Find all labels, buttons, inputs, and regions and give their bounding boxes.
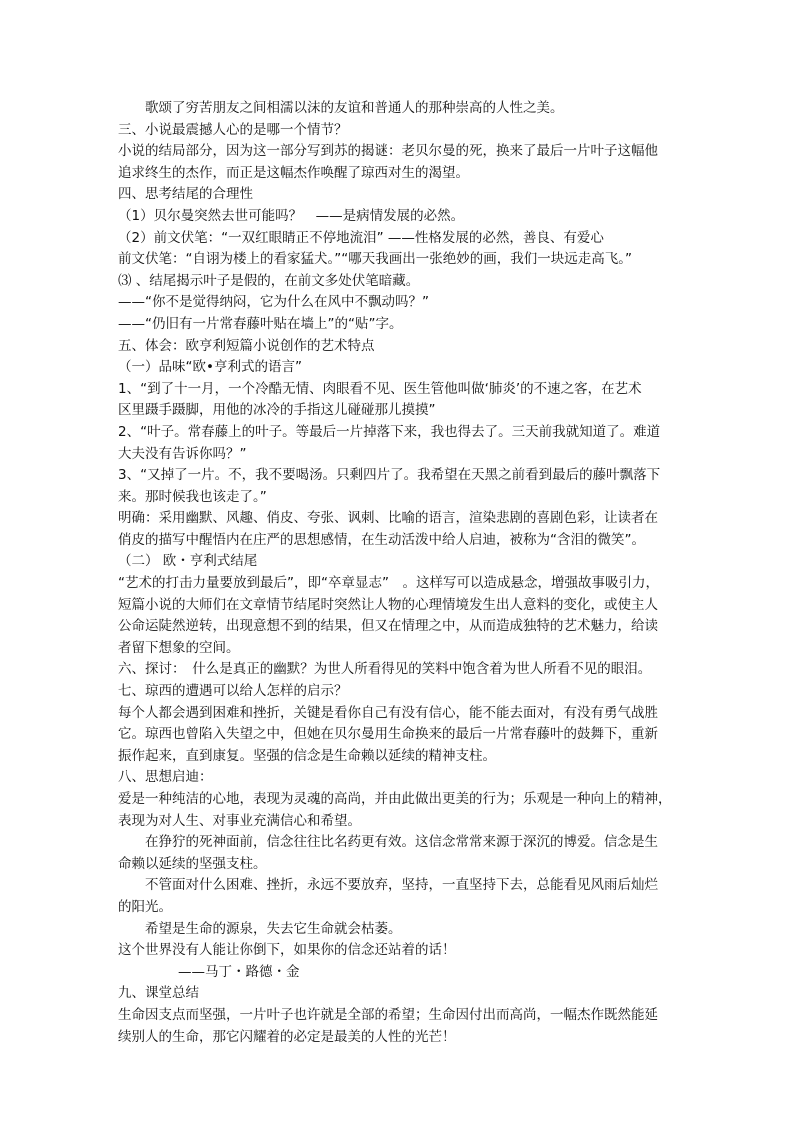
text-line: （1）贝尔曼突然去世可能吗？ ——是病情发展的必然。 — [118, 207, 465, 224]
text-line: 每个人都会遇到困难和挫折，关键是看你自己有没有信心，能不能去面对，有没有勇气战胜 — [118, 704, 658, 721]
text-line: 六、探讨： 什么是真正的幽默？为世人所看得见的笑料中饱含着为世人所看不见的眼泪。 — [118, 661, 652, 678]
document-body — [118, 98, 683, 1048]
text-line: 它。琼西也曾陷入失望之中，但她在贝尔曼用生命换来的最后一片常春藤叶的鼓舞下，重新 — [118, 726, 658, 743]
text-line: 俏皮的描写中醒悟内在庄严的思想感情，在生动活泼中给人启迪，被称为“含泪的微笑”。 — [118, 531, 645, 548]
text-line: 命赖以延续的坚强支柱。 — [118, 855, 267, 872]
text-line: 追求终生的杰作，而正是这幅杰作唤醒了琼西对生的渴望。 — [118, 164, 469, 181]
text-line: 不管面对什么困难、挫折，永远不要放弃，坚持，一直坚持下去，总能看见风雨后灿烂 — [145, 877, 658, 894]
text-line: 五、体会：欧亨利短篇小说创作的艺术特点 — [118, 337, 375, 354]
text-line: 短篇小说的大师们在文章情节结尾时突然让人物的心理情境发生出人意料的变化，或使主人 — [118, 596, 658, 613]
text-line: 歌颂了穷苦朋友之间相濡以沫的友谊和普通人的那种崇高的人性之美。 — [145, 100, 564, 116]
text-line: “艺术的打击力量要放到最后”，即“卒章显志” 。这样写可以造成悬念，增强故事吸引力， — [118, 575, 659, 592]
text-line: 小说的结局部分，因为这一部分写到苏的揭谜：老贝尔曼的死，换来了最后一片叶子这幅他 — [118, 143, 658, 160]
text-line: 大夫没有告诉你吗？” — [118, 445, 247, 462]
text-line: 3、“又掉了一片。不，我不要喝汤。只剩四片了。我希望在天黑之前看到最后的藤叶飘落下 — [118, 467, 661, 484]
text-line: 八、思想启迪： — [118, 769, 213, 786]
text-line: 振作起来，直到康复。坚强的信念是生命赖以延续的精神支柱。 — [118, 747, 496, 764]
text-line: ——马丁・路德・金 — [178, 963, 300, 980]
text-line: 希望是生命的源泉，失去它生命就会枯萎。 — [145, 920, 402, 937]
text-line: 2、“叶子。常春藤上的叶子。等最后一片掉落下来，我也得去了。三天前我就知道了。难道 — [118, 423, 661, 440]
text-line: （二） 欧・亨利式结尾 — [118, 553, 258, 570]
text-line: 表现为对人生、对事业充满信心和希望。 — [118, 812, 361, 829]
text-line: 七、琼西的遭遇可以给人怎样的启示？ — [118, 683, 348, 700]
text-line: 爱是一种纯洁的心地，表现为灵魂的高尚，并由此做出更美的行为；乐观是一种向上的精神， — [118, 791, 672, 807]
text-line: 在狰狞的死神面前，信念往往比名药更有效。这信念常常来源于深沉的博爱。信念是生 — [145, 834, 658, 851]
text-line: ——“仍旧有一片常春藤叶贴在墙上”的“贴”字。 — [118, 315, 403, 332]
text-line: 的阳光。 — [118, 898, 172, 915]
text-line: 续别人的生命，那它闪耀着的必定是最美的人性的光芒！ — [118, 1028, 456, 1045]
text-line: 这个世界没有人能让你倒下，如果你的信念还站着的话！ — [118, 942, 456, 959]
text-line: ⑶ 、结尾揭示叶子是假的，在前文多处伏笔暗藏。 — [118, 272, 420, 289]
text-line: 三、小说最震撼人心的是哪一个情节？ — [118, 121, 348, 138]
text-line: 公命运陡然逆转，出现意想不到的结果，但又在情理之中，从而造成独特的艺术魅力，给读 — [118, 618, 658, 635]
text-line: 前文伏笔：“自诩为楼上的看家猛犬。”“哪天我画出一张绝妙的画，我们一块远走高飞。” — [118, 251, 632, 268]
text-line: 九、课堂总结 — [118, 985, 199, 1002]
text-line: 来。那时候我也该走了。” — [118, 488, 267, 505]
text-line: 四、思考结尾的合理性 — [118, 186, 253, 203]
text-line: （一）品味“欧•亨利式的语言” — [118, 359, 302, 376]
text-line: 生命因支点而坚强，一片叶子也许就是全部的希望；生命因付出而高尚，一幅杰作既然能延 — [118, 1006, 658, 1023]
text-line: ——“你不是觉得纳闷，它为什么在风中不飘动吗？” — [118, 294, 429, 311]
text-line: （2）前文伏笔：“一双红眼睛正不停地流泪” ——性格发展的必然，善良、有爱心 — [118, 229, 604, 246]
text-line: 者留下想象的空间。 — [118, 639, 240, 656]
text-line: 1、“到了十一月，一个冷酷无情、肉眼看不见、医生管他叫做‘肺炎’的不速之客，在艺术 — [118, 380, 642, 397]
text-line: 区里蹑手蹑脚，用他的冰冷的手指这儿碰碰那儿摸摸” — [118, 402, 436, 419]
text-line: 明确：采用幽默、风趣、俏皮、夸张、讽刺、比喻的语言，渲染悲剧的喜剧色彩，让读者在 — [118, 510, 658, 527]
